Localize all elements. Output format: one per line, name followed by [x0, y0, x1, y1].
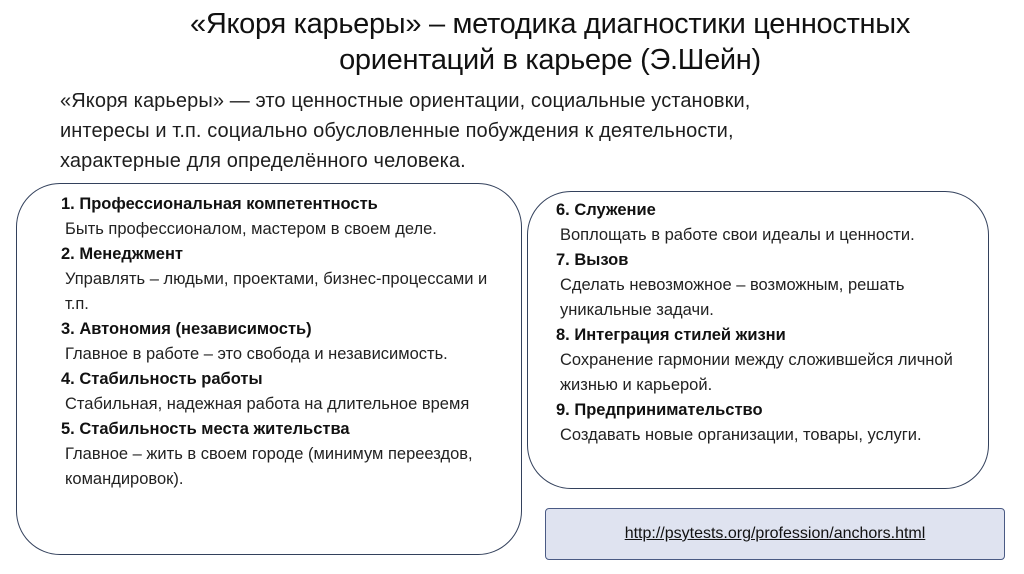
anchor-description: Управлять – людьми, проектами, бизнес-процессами и т.п.: [65, 270, 488, 313]
anchor-description: Сохранение гармонии между сложившейся личной жизнью и карьерой.: [560, 351, 953, 394]
definition-line-3: характерные для определённого человека.: [60, 150, 466, 172]
definition-paragraph: [60, 86, 900, 176]
anchor-title: 8. Интеграция стилей жизни: [556, 326, 786, 344]
anchor-description: Создавать новые организации, товары, услуги.: [560, 426, 922, 444]
definition-line-2: интересы и т.п. социально обусловленные побуждения к деятельности,: [60, 120, 734, 142]
anchor-title: 7. Вызов: [556, 251, 629, 269]
anchor-title: 5. Стабильность места жительства: [61, 420, 350, 438]
slide-title: [150, 6, 950, 78]
anchor-description: Быть профессионалом, мастером в своем деле.: [65, 220, 437, 238]
anchor-description: Стабильная, надежная работа на длительное время: [65, 395, 470, 413]
anchor-description: Главное – жить в своем городе (минимум переездов, командировок).: [65, 445, 473, 488]
anchor-item-7: [556, 248, 988, 323]
definition-line-1: «Якоря карьеры» — это ценностные ориентации, социальные установки,: [60, 90, 751, 112]
anchor-item-2: [61, 242, 521, 317]
anchor-title: 9. Предпринимательство: [556, 401, 763, 419]
anchor-item-3: [61, 317, 521, 367]
anchor-item-6: [556, 198, 988, 248]
anchors-list-left: [16, 183, 522, 555]
source-link-box: [545, 508, 1005, 560]
anchor-item-5: [61, 417, 521, 492]
anchor-item-1: [61, 192, 521, 242]
anchor-title: 1. Профессиональная компетентность: [61, 195, 378, 213]
anchor-title: 4. Стабильность работы: [61, 370, 263, 388]
anchor-description: Главное в работе – это свобода и независимость.: [65, 345, 448, 363]
slide-title-line-2: ориентаций в карьере (Э.Шейн): [339, 44, 761, 76]
anchor-item-8: [556, 323, 988, 398]
slide-title-line-1: «Якоря карьеры» – методика диагностики ценностных: [189, 8, 911, 40]
anchor-description: Воплощать в работе свои идеалы и ценности.: [560, 226, 915, 244]
anchor-item-4: [61, 367, 521, 417]
anchor-title: 6. Служение: [556, 201, 656, 219]
anchor-title: 3. Автономия (независимость): [61, 320, 312, 338]
anchor-item-9: [556, 398, 988, 448]
anchors-list-right: [527, 191, 989, 489]
source-link[interactable]: http://psytests.org/profession/anchors.html: [624, 525, 926, 542]
anchor-description: Сделать невозможное – возможным, решать уникальные задачи.: [560, 276, 905, 319]
anchor-title: 2. Менеджмент: [61, 245, 184, 263]
